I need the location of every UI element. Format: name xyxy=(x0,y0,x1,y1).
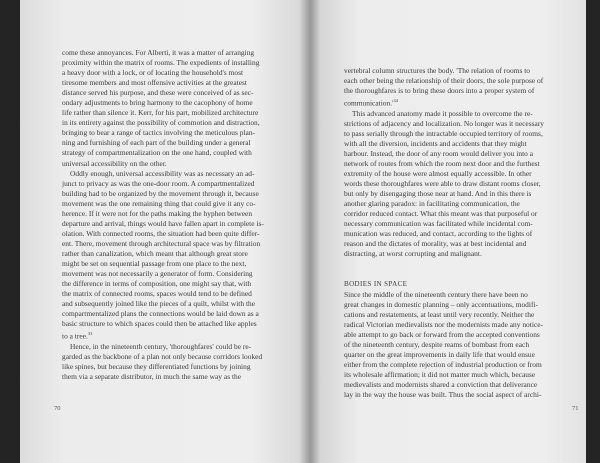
text-line: quarter on the great improvements in daily life that would ensue xyxy=(344,349,535,359)
text-line: the thoroughfares is to bring these doors into a proper system of xyxy=(344,86,535,96)
text-line: life rather than silence it. Kerr, for his part, mobilized architecture xyxy=(62,108,259,118)
text-line: distracting, at worst corrupting and malignant. xyxy=(344,249,482,259)
text-line: basic structure to which spaces could then be attached like apples xyxy=(62,319,257,329)
text-line: rather than canalization, which meant that although great store xyxy=(62,248,248,258)
section-spacer xyxy=(344,269,574,279)
text-line: This advanced anatomy made it possible to overcome the re- xyxy=(352,108,533,118)
text-line: lay in the way the house was built. Thus the social aspect of archi- xyxy=(344,389,542,399)
text-line: like spines, but because they differentiated functions by joining xyxy=(62,361,251,371)
text-line: junct to privacy as was the one-door room. A compartmentalized xyxy=(62,178,255,188)
text-line: of the nineteenth century, despite reams of bombast from each xyxy=(344,339,530,349)
section-heading: BODIES IN SPACE xyxy=(344,280,408,289)
footnote-mark: 33 xyxy=(87,331,93,337)
text-line: able attempt to go back or forward from the accepted conventions xyxy=(344,329,540,339)
text-line: vertebral column structures the body. 'The relation of rooms to xyxy=(344,66,531,75)
text-line: with all the diversion, incidents and accidents that they might xyxy=(344,138,527,148)
text-line: universal accessibility on the other. xyxy=(62,158,167,168)
text-line: ondary adjustments to bring harmony to the cacophony of home xyxy=(62,98,253,108)
text-line: olation. With connected rooms, the situation had been quite differ- xyxy=(62,228,260,238)
text-line: in its entirety against the possibility of commotion and distraction, xyxy=(62,118,260,128)
text-line-content: to a tree. xyxy=(62,331,88,341)
text-line: cations and restatements, at least until very recently. Neither the xyxy=(344,309,535,319)
text-line: either from the complete rejection of industrial production or from xyxy=(344,359,542,369)
text-line: harbour. Instead, the door of any room would deliver you into a xyxy=(344,148,534,158)
text-line: a heavy door with a lock, or of locating the household's most xyxy=(62,68,244,78)
text-line: and subsequently joined like the pieces of a quilt, whilst with the xyxy=(62,299,256,309)
right-page-text xyxy=(344,66,574,400)
text-line: great changes in domestic planning – only accentuations, modifi- xyxy=(344,299,538,309)
left-page-text xyxy=(62,48,294,382)
text-line: herence. If it were not for the paths making the hyphen between xyxy=(62,208,253,218)
text-line: tiresome members and most offensive activities at the greatest xyxy=(62,78,247,88)
text-line: network of routes from which the room next door and the furthest xyxy=(344,158,540,168)
text-line: ning and furnishing of each part of the building under a general xyxy=(62,138,251,148)
text-line: compartmentalized plans the connections would be laid down as a xyxy=(62,309,259,319)
text-line: might be set on sequential passage from one place to the next, xyxy=(62,258,247,268)
page-number: 70 xyxy=(54,405,61,412)
text-line: the matrix of connected rooms, spaces would tend to be defined xyxy=(62,289,252,299)
text-line: garded as the backbone of a plan not only because corridors looked xyxy=(62,351,263,361)
text-line: Hence, in the nineteenth century, 'thoroughfares' could be re- xyxy=(70,341,252,351)
text-line: movement was not necessarily a generator of form. Considering xyxy=(62,269,253,279)
text-line: distance served his purpose, and these were conceived of as sec- xyxy=(62,88,254,98)
text-line: Since the middle of the nineteenth century there have been no xyxy=(344,289,528,299)
text-line: the difference in terms of composition, one might say that, with xyxy=(62,279,252,289)
text-line: proximity within the matrix of rooms. The expedients of installing xyxy=(62,58,260,68)
text-line: strategy of compartmentalization on the one hand, coupled with xyxy=(62,148,252,158)
text-line: Oddly enough, universal accessibility was as necessary an ad- xyxy=(70,168,255,178)
text-line: another glaring paradox: in facilitating communication, the xyxy=(344,199,520,209)
text-line: to pass serially through the intractable occupied territory of rooms, xyxy=(344,128,543,138)
text-line: munication was reduced, and contact, according to the lights of xyxy=(344,229,533,239)
text-line: come these annoyances. For Alberti, it was a matter of arranging xyxy=(62,48,255,57)
page-number: 71 xyxy=(572,405,579,412)
right-page xyxy=(310,0,586,463)
text-line: each other being the relationship of their doors, the sole purpose of xyxy=(344,76,544,86)
text-line: its wholesale affirmation; it did not matter much which, because xyxy=(344,369,536,379)
text-line: departure and arrival, things would have fallen apart in complete is- xyxy=(62,218,264,228)
text-line: them via a separate distributor, in much the same way as the xyxy=(62,371,242,381)
text-line: bringing to bear a range of tactics involving the meticulous plan- xyxy=(62,128,256,138)
text-line: but only by disengaging those near at hand. And in this there is xyxy=(344,189,532,199)
text-line: ent. There, movement through architectural space was by filtration xyxy=(62,238,261,248)
left-page xyxy=(20,0,310,463)
text-line xyxy=(62,329,294,342)
text-line: extremity of the house were almost equally accessible. In other xyxy=(344,168,532,178)
text-line: medievalists and modernists shared a conviction that deliverance xyxy=(344,379,538,389)
text-line-content: communication.' xyxy=(344,98,394,108)
text-line: necessary communication was facilitated while incidental com- xyxy=(344,219,533,229)
section-spacer xyxy=(344,259,574,269)
footnote-mark: 34 xyxy=(393,98,399,104)
text-line xyxy=(344,96,574,109)
text-line: building had to be organized by the movement through it, because xyxy=(62,188,259,198)
text-line: movement was the one remaining thing that could give it any co- xyxy=(62,198,256,208)
text-line: reason and the dictates of morality, was at best incidental and xyxy=(344,239,527,249)
text-line: radical Victorian medievalists nor the modernists made any notice- xyxy=(344,319,543,329)
text-line: corridor reduced contact. What this meant was that purposeful or xyxy=(344,209,538,219)
text-line: words these thoroughfares were able to draw distant rooms closer, xyxy=(344,178,541,188)
text-line: strictions of adjacency and localization. No longer was it necessary xyxy=(344,118,545,128)
